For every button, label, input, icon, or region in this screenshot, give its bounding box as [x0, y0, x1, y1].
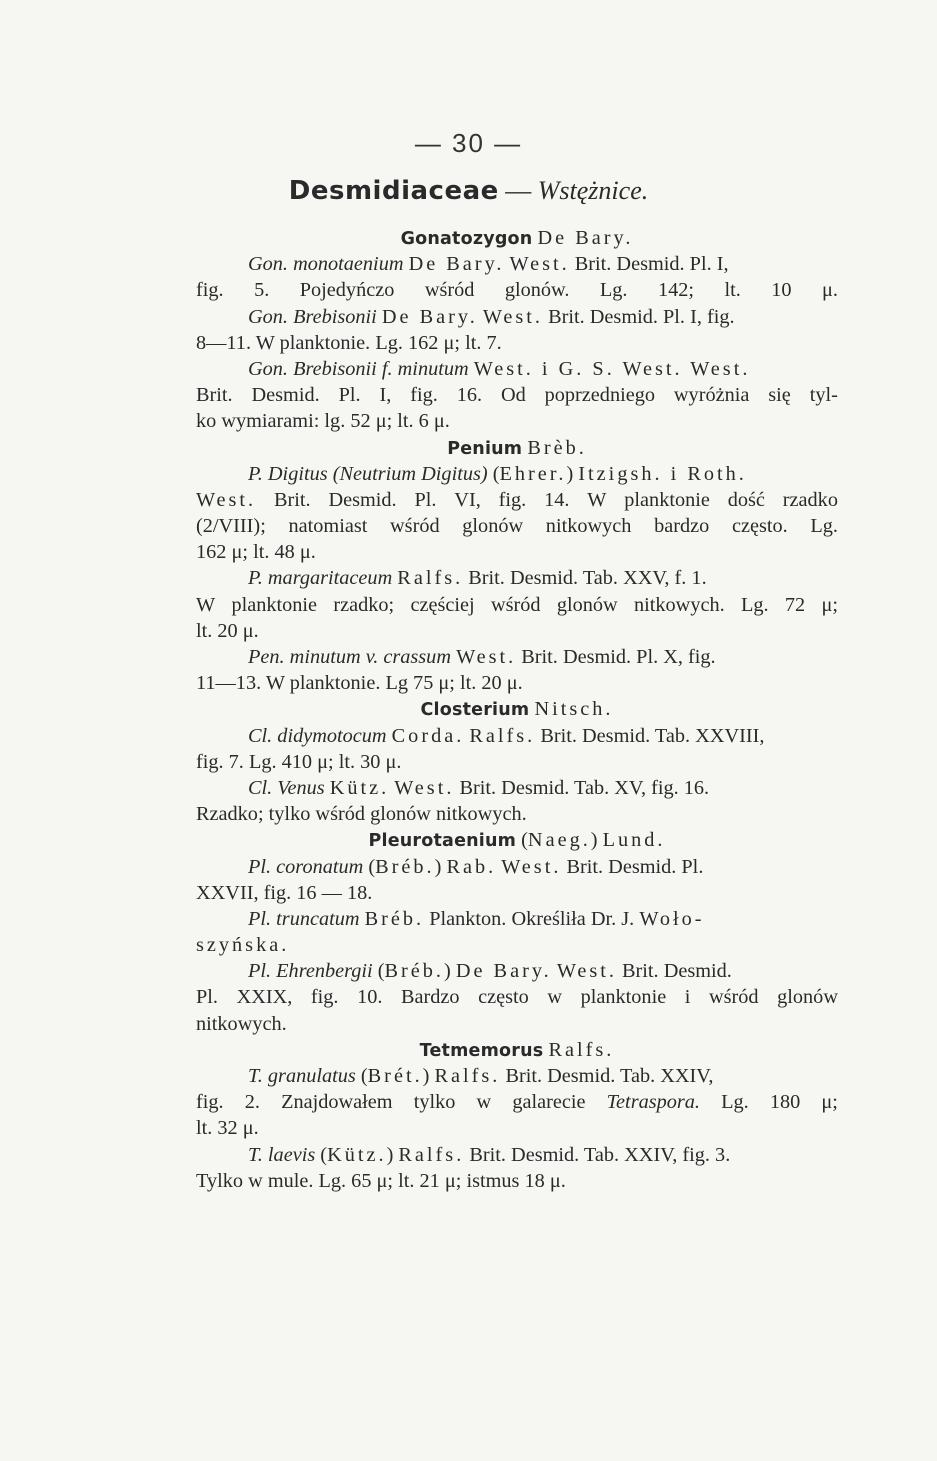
taxon-name: Gon. Brebisonii — [248, 305, 377, 328]
text-run: Desmid. — [251, 384, 320, 407]
taxon-name: Tetraspora. — [606, 1091, 701, 1114]
author-name: West. — [501, 855, 562, 878]
text-run: fig. — [196, 1091, 224, 1114]
author-name: West. — [509, 253, 570, 276]
text-run: lt. — [724, 279, 741, 302]
text-line — [196, 958, 838, 984]
genus-heading: Penium — [447, 438, 523, 459]
text-line — [196, 880, 838, 906]
text-run: VI, — [454, 488, 481, 511]
text-line — [196, 277, 838, 303]
text-run: μ; — [821, 1091, 838, 1114]
text-run: Lg. — [599, 279, 628, 302]
text-line — [196, 1115, 838, 1141]
text-run: Brit. Desmid. Tab. XXV, f. 1. — [463, 567, 707, 590]
author-name: Ralfs. — [434, 1065, 501, 1087]
author-name: szyńska. — [196, 934, 290, 957]
text-run: ( — [315, 1143, 328, 1166]
taxon-name: Cl. Venus — [248, 776, 325, 799]
author-name: West. — [196, 488, 257, 511]
taxon-name: Pl. Ehrenbergii — [248, 960, 373, 983]
text-line — [196, 696, 838, 722]
text-line — [196, 775, 838, 801]
text-run: 142; — [657, 279, 695, 302]
text-run: 8—11. W planktonie. Lg. 162 μ; lt. 7. — [196, 331, 502, 354]
author-name: Lund. — [602, 829, 666, 852]
text-line — [196, 356, 838, 382]
text-line — [196, 984, 838, 1010]
text-line — [196, 513, 838, 539]
text-run: 180 — [769, 1091, 801, 1114]
text-run: ( — [372, 960, 385, 983]
text-run: W — [196, 593, 216, 616]
text-run: ko wymiarami: lg. 52 μ; lt. 6 μ. — [196, 410, 450, 433]
text-run: ) — [444, 960, 456, 983]
text-line — [196, 1011, 838, 1037]
text-run: Tylko w mule. Lg. 65 μ; lt. 21 μ; istmus 18 μ. — [196, 1169, 566, 1192]
text-line — [196, 539, 838, 565]
author-name: Brét. — [367, 1065, 423, 1087]
text-run: wśród — [424, 279, 475, 302]
text-run: glonów — [462, 515, 524, 538]
author-name: Ehrer. — [499, 462, 567, 485]
text-run: Pl. — [196, 986, 218, 1009]
text-run: tyl- — [809, 384, 838, 407]
text-run: Brit. Desmid. Tab. XXIV, — [500, 1065, 714, 1087]
author-name: De Bary. — [455, 960, 552, 983]
text-line — [196, 461, 838, 487]
author-name: Ralfs. — [548, 1038, 615, 1061]
taxon-name: Pen. minutum v. crassum — [248, 646, 451, 668]
taxon-name: Pl. coronatum — [248, 855, 364, 878]
text-run: nitkowych — [545, 515, 632, 538]
text-run: XXVII, fig. 16 — 18. — [196, 881, 373, 904]
title-dash: — — [505, 176, 532, 205]
taxon-name: Pl. truncatum — [248, 907, 360, 930]
text-run: poprzedniego — [544, 384, 656, 407]
text-run: 2. — [244, 1091, 260, 1114]
text-run: się — [768, 384, 791, 407]
text-run: tylko — [413, 1091, 456, 1114]
text-run: Brit. Desmid. Pl. I, — [569, 253, 729, 276]
text-run: lt. 32 μ. — [196, 1117, 259, 1140]
author-name: Ralfs. — [398, 1143, 465, 1166]
text-run: dość — [727, 488, 765, 511]
text-run: rzadko — [782, 488, 838, 511]
text-run: ( — [487, 462, 500, 485]
taxon-name: P. margaritaceum — [248, 567, 393, 590]
text-run: rzadko; — [333, 593, 395, 616]
text-line — [196, 408, 838, 434]
author-name: West. — [456, 646, 517, 668]
text-line — [196, 1089, 838, 1115]
text-run: Znajdowałem — [281, 1091, 393, 1114]
text-run: fig. — [410, 384, 438, 407]
author-name: Itzigsh. i Roth. — [578, 462, 747, 485]
text-line — [196, 749, 838, 775]
text-run: wśród — [490, 593, 541, 616]
author-name: West. — [394, 776, 455, 799]
text-run: 11—13. W planktonie. Lg 75 μ; lt. 20 μ. — [196, 672, 523, 695]
text-run: Od — [500, 384, 526, 407]
author-name: Woło- — [639, 907, 705, 930]
text-run: wyróżnia — [673, 384, 750, 407]
text-run: ) — [434, 855, 447, 878]
text-run: ( — [355, 1065, 368, 1087]
text-run: 10 — [771, 279, 792, 302]
text-run: Brit. Desmid. Tab. XXIV, fig. 3. — [464, 1143, 731, 1166]
author-name: Bréb. — [384, 960, 444, 983]
text-line — [196, 304, 838, 330]
text-run: Lg. — [721, 1091, 749, 1114]
text-run: Pl. — [414, 488, 437, 511]
text-run: częściej — [410, 593, 475, 616]
text-line — [196, 225, 838, 251]
text-run: Brit. — [196, 384, 233, 407]
text-run: Lg. — [740, 593, 769, 616]
text-run: glonów — [777, 986, 838, 1009]
text-line — [196, 1142, 838, 1168]
genus-heading: Tetmemorus — [419, 1040, 544, 1061]
author-name: De Bary. — [408, 253, 505, 276]
text-run: fig. — [196, 279, 224, 302]
text-run: często. — [731, 515, 788, 538]
text-run: ) — [422, 1065, 435, 1087]
text-run: Pl. — [338, 384, 361, 407]
text-run: planktonie — [231, 593, 318, 616]
text-run: wśród — [390, 515, 440, 538]
text-line — [196, 670, 838, 696]
author-name: Bréb. — [375, 855, 435, 878]
text-run: Brit. Desmid. Tab. XV, fig. 16. — [454, 776, 710, 799]
text-line — [196, 1037, 838, 1063]
text-line — [196, 827, 838, 853]
text-run: często — [478, 986, 529, 1009]
text-run: planktonie — [580, 986, 667, 1009]
text-run: XXIX, — [236, 986, 293, 1009]
author-name: De Bary. — [381, 305, 478, 328]
text-run: glonów. — [504, 279, 570, 302]
author-name: West. — [482, 305, 544, 328]
text-run: ( — [363, 855, 376, 878]
text-run: ) — [590, 829, 603, 852]
taxon-name: Gon. monotaenium — [248, 253, 404, 276]
text-run: 5. — [254, 279, 270, 302]
author-name: Ralfs. — [397, 567, 464, 590]
text-run: W — [587, 488, 607, 511]
text-run: Brit. Desmid. Pl. X, fig. — [516, 646, 716, 668]
author-name: Ralfs. — [469, 724, 536, 747]
text-run: Pojedyńczo — [299, 279, 395, 302]
polish-name: Wstężnice. — [537, 176, 649, 205]
genus-heading: Gonatozygon — [400, 229, 533, 249]
text-run: (2/VIII); — [196, 515, 266, 538]
text-line — [196, 565, 838, 591]
author-name: Brèb. — [527, 436, 587, 459]
text-run: fig. — [310, 986, 339, 1009]
taxon-name: Cl. didymotocum — [248, 724, 387, 747]
text-run: i — [684, 986, 691, 1009]
text-line — [196, 723, 838, 749]
taxon-name: P. Digitus (Neutrium Digitus) — [248, 462, 488, 485]
text-run: 16. — [456, 384, 483, 407]
text-line — [196, 382, 838, 408]
author-name: Kütz. — [329, 776, 390, 799]
text-run: Brit. Desmid. — [616, 960, 732, 983]
author-name: West. i G. S. West. West. — [473, 357, 751, 380]
family-name: Desmidiaceae — [288, 176, 499, 206]
text-run: nitkowych. — [633, 593, 725, 616]
text-run: Brit. Desmid. Pl. I, fig. — [543, 305, 735, 328]
text-line — [196, 251, 838, 277]
text-run: fig. — [498, 488, 527, 511]
text-run: Brit. — [273, 488, 311, 511]
text-run: ( — [516, 829, 528, 852]
text-run: glonów — [556, 593, 618, 616]
text-run: Rzadko; tylko wśród glonów nitkowych. — [196, 803, 527, 826]
text-run: Brit. Desmid. Tab. XXVIII, — [535, 724, 765, 747]
body-text — [196, 225, 838, 1194]
text-line — [196, 330, 838, 356]
text-run: μ; — [821, 593, 838, 616]
author-name: Bréb. — [364, 907, 425, 930]
text-run: w — [547, 986, 563, 1009]
author-name: West. — [556, 960, 617, 983]
text-run: 162 μ; lt. 48 μ. — [196, 541, 316, 564]
text-run: ) — [386, 1143, 399, 1166]
section-title — [0, 176, 937, 206]
text-run: ) — [566, 462, 579, 485]
text-run: Brit. Desmid. Pl. — [561, 855, 704, 878]
text-line — [196, 618, 838, 644]
author-name: Naeg. — [527, 829, 591, 852]
text-line — [196, 906, 838, 932]
text-run: wśród — [708, 986, 759, 1009]
text-run: natomiast — [288, 515, 368, 538]
text-line — [196, 592, 838, 618]
text-run: Bardzo — [400, 986, 460, 1009]
text-run: bardzo — [654, 515, 710, 538]
author-name: Kütz. — [327, 1143, 387, 1166]
page-number: — 30 — — [414, 128, 523, 158]
taxon-name: T. granulatus — [248, 1065, 356, 1087]
text-run: galarecie — [512, 1091, 586, 1114]
author-name: De Bary. — [537, 227, 634, 249]
author-name: Corda. — [391, 724, 465, 747]
text-run: w — [476, 1091, 492, 1114]
text-line — [196, 1168, 838, 1194]
text-line — [196, 854, 838, 880]
text-run: Lg. — [810, 515, 838, 538]
author-name: Nitsch. — [534, 698, 614, 721]
taxon-name: T. laevis — [248, 1143, 316, 1166]
text-line — [196, 644, 838, 670]
text-run: 72 — [784, 593, 806, 616]
text-line — [196, 1063, 838, 1089]
text-run: 10. — [357, 986, 383, 1009]
text-line — [196, 932, 838, 958]
text-run: lt. 20 μ. — [196, 619, 259, 642]
text-line — [196, 487, 838, 513]
text-line — [196, 435, 838, 461]
text-run: I, — [379, 384, 392, 407]
taxon-name: Gon. Brebisonii f. minutum — [248, 357, 469, 380]
text-run: fig. 7. Lg. 410 μ; lt. 30 μ. — [196, 750, 402, 773]
text-run: planktonie — [624, 488, 710, 511]
text-run: nitkowych. — [196, 1012, 287, 1035]
text-run: μ. — [822, 279, 838, 302]
author-name: Rab. — [446, 855, 497, 878]
text-line — [196, 801, 838, 827]
genus-heading: Pleurotaenium — [368, 831, 517, 852]
genus-heading: Closterium — [420, 700, 530, 721]
text-run: 14. — [544, 488, 570, 511]
text-run: Desmid. — [328, 488, 397, 511]
text-run: Plankton. Określiła Dr. J. — [424, 907, 640, 930]
